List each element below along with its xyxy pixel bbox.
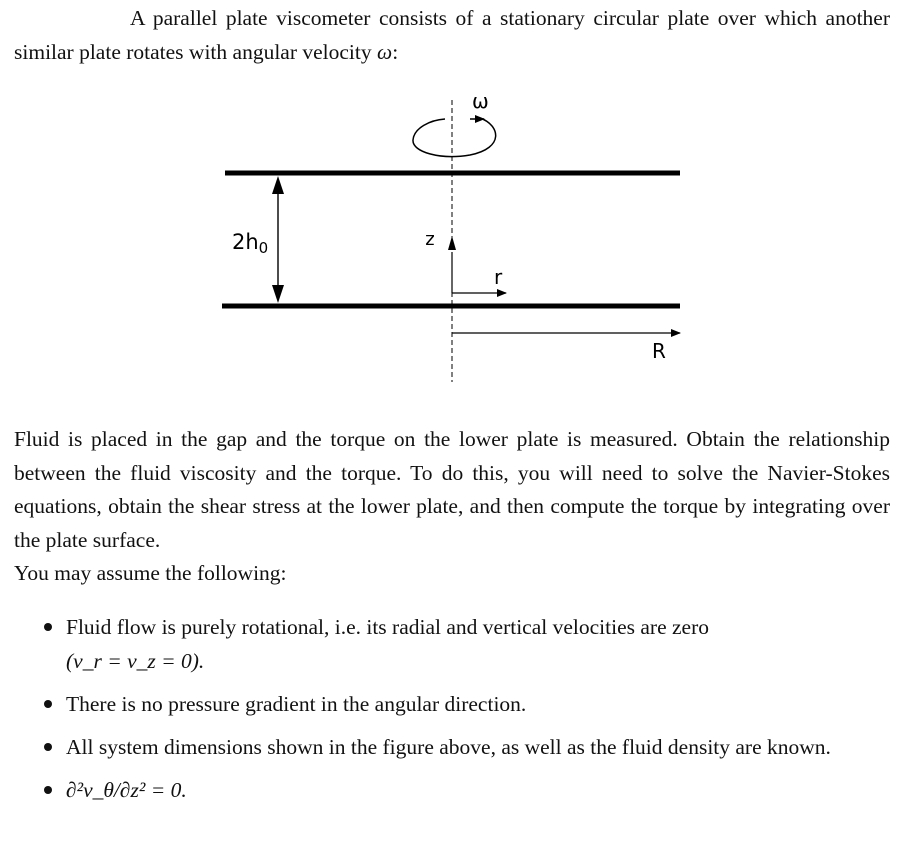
intro-text: A parallel plate viscometer consists of a stationary circular plate over which another similar plate rotates with angular velocity <box>14 6 890 64</box>
assumption-4 <box>0 773 890 807</box>
z-arrowhead <box>448 236 456 250</box>
gap-arrow-down <box>272 285 284 303</box>
gap-arrow-up <box>272 176 284 194</box>
assumption-3: All system dimensions shown in the figure above, as well as the fluid density are known. <box>0 730 890 764</box>
rotation-arrow <box>413 118 496 157</box>
z-label: z <box>425 230 435 251</box>
intro-tail: : <box>392 39 399 64</box>
problem-description: Fluid is placed in the gap and the torque on the lower plate is measured. Obtain the relationship between the fluid viscosity and the torque. To do this, you will need to solve the Navier-Stokes equations, obtain the shear stress at the lower plate, and then compute the torque by integrating over the plate surface. <box>14 427 890 552</box>
assumption-1-math: (v_r = v_z = 0). <box>66 649 205 673</box>
viscometer-figure <box>0 80 906 400</box>
assumptions-list <box>0 610 890 816</box>
R-label: R <box>652 339 666 363</box>
assumption-1-text: Fluid flow is purely rotational, i.e. its radial and vertical velocities are zero <box>66 615 709 639</box>
assume-heading: You may assume the following: <box>14 561 287 585</box>
omega-label: ω <box>472 89 489 113</box>
assumption-4-math: ∂²v_θ/∂z² = 0. <box>66 778 187 802</box>
assumption-2: There is no pressure gradient in the angular direction. <box>0 687 890 721</box>
gap-label: 2h0 <box>232 230 269 257</box>
r-label: r <box>494 265 503 289</box>
intro-paragraph <box>14 2 890 69</box>
assumption-1 <box>0 610 890 678</box>
omega-symbol: ω <box>377 39 393 64</box>
